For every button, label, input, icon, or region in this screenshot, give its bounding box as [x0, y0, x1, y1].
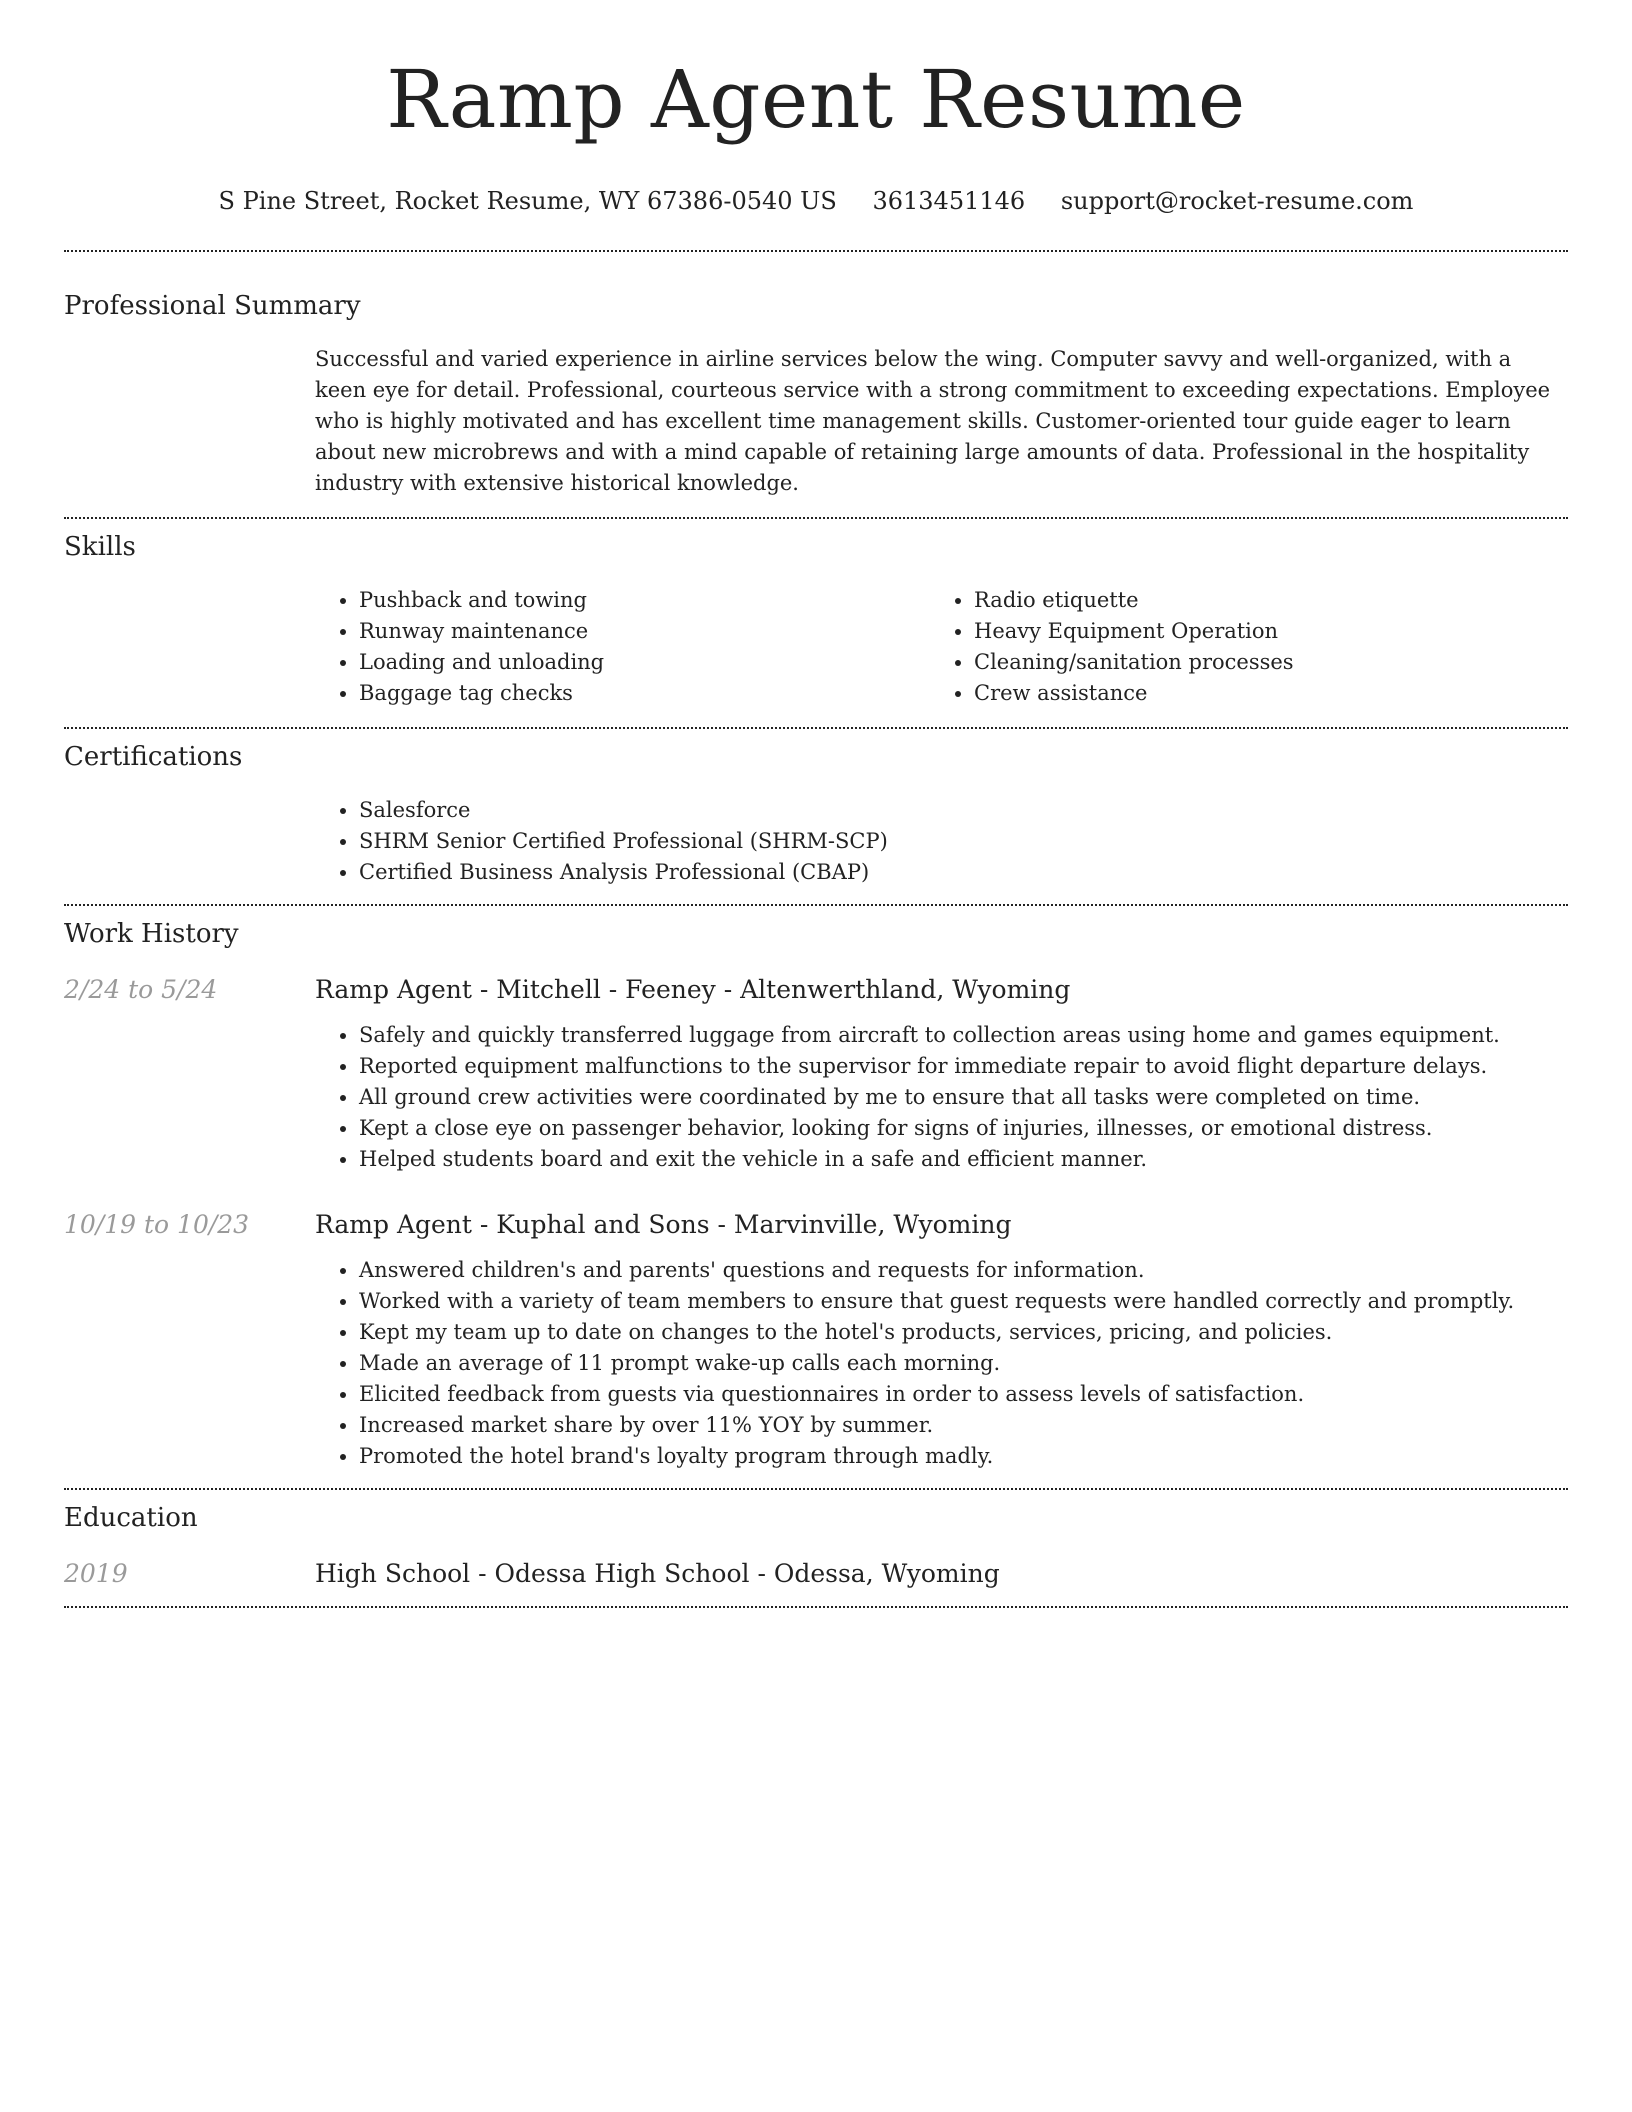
skills-heading: Skills	[64, 532, 136, 562]
job-date: 10/19 to 10/23	[64, 1210, 250, 1239]
certifications-heading: Certifications	[64, 742, 243, 772]
certifications-section	[64, 729, 1568, 888]
job-bullet: • Answered children's and parents' questions and requests for information.	[359, 1255, 1568, 1286]
summary-body	[315, 344, 1568, 499]
skill-item: • Baggage tag checks	[359, 678, 930, 709]
skill-item: • Runway maintenance	[359, 616, 930, 647]
skills-grid	[315, 585, 1568, 709]
skill-item: • Cleaning/sanitation processes	[974, 647, 1568, 678]
resume-title: Ramp Agent Resume	[386, 53, 1246, 146]
contact-phone: 3613451146	[872, 187, 1026, 215]
summary-section	[64, 252, 1568, 499]
contact-email: support@rocket-resume.com	[1060, 187, 1414, 215]
job-body	[315, 1255, 1568, 1472]
certification-item: • Certified Business Analysis Professional (CBAP)	[359, 857, 1568, 888]
certification-item: • SHRM Senior Certified Professional (SHRM-SCP)	[359, 826, 1568, 857]
contact-line	[64, 186, 1568, 216]
job-bullet: • Helped students board and exit the vehicle in a safe and efficient manner.	[359, 1144, 1568, 1175]
summary-text: Successful and varied experience in airline services below the wing. Computer savvy and well-organized, with a keen eye for detail. Professional, courteous service with a strong commitment to exceeding expectations. Employee who is highly motivated and has excellent time management skills. Customer-oriented tour guide eager to learn about new microbrews and with a mind capable of retaining large amounts of data. Professional in the hospitality industry with extensive historical knowledge.	[315, 347, 1551, 495]
job-bullet: • Kept a close eye on passenger behavior, looking for signs of injuries, illnesses, or emotional distress.	[359, 1113, 1568, 1144]
contact-address: S Pine Street, Rocket Resume, WY 67386-0540 US	[218, 187, 837, 215]
certifications-body	[315, 795, 1568, 888]
education-entry	[64, 1558, 1568, 1590]
job-date: 2/24 to 5/24	[64, 975, 218, 1004]
certification-item: • Salesforce	[359, 795, 1568, 826]
skill-item: • Crew assistance	[974, 678, 1568, 709]
job-bullet: • Kept my team up to date on changes to the hotel's products, services, pricing, and policies.	[359, 1317, 1568, 1348]
job-entry	[64, 1209, 1568, 1472]
divider	[64, 1606, 1568, 1608]
skills-list-left	[315, 585, 930, 709]
education-section	[64, 1490, 1568, 1590]
job-bullets	[315, 1255, 1568, 1472]
job-title: Ramp Agent - Mitchell - Feeney - Altenwerthland, Wyoming	[315, 975, 1071, 1004]
job-bullet: • Reported equipment malfunctions to the supervisor for immediate repair to avoid flight departure delays.	[359, 1051, 1568, 1082]
skills-section	[64, 519, 1568, 709]
job-bullet: • All ground crew activities were coordinated by me to ensure that all tasks were completed on time.	[359, 1082, 1568, 1113]
job-bullet: • Safely and quickly transferred luggage from aircraft to collection areas using home and games equipment.	[359, 1020, 1568, 1051]
skill-item: • Radio etiquette	[974, 585, 1568, 616]
skills-list-right	[930, 585, 1568, 709]
job-bullet: • Elicited feedback from guests via questionnaires in order to assess levels of satisfaction.	[359, 1379, 1568, 1410]
skill-item: • Heavy Equipment Operation	[974, 616, 1568, 647]
job-bullet: • Worked with a variety of team members to ensure that guest requests were handled correctly and promptly.	[359, 1286, 1568, 1317]
skill-item: • Pushback and towing	[359, 585, 930, 616]
job-bullet: • Increased market share by over 11% YOY by summer.	[359, 1410, 1568, 1441]
job-header	[64, 1209, 1568, 1241]
skill-item: • Loading and unloading	[359, 647, 930, 678]
work-heading: Work History	[64, 919, 239, 949]
job-header	[64, 974, 1568, 1006]
job-entry	[64, 974, 1568, 1175]
job-title: Ramp Agent - Kuphal and Sons - Marvinville, Wyoming	[315, 1210, 1012, 1239]
job-bullet: • Made an average of 11 prompt wake-up calls each morning.	[359, 1348, 1568, 1379]
job-bullets	[315, 1020, 1568, 1175]
summary-heading: Professional Summary	[64, 291, 361, 321]
education-heading: Education	[64, 1503, 198, 1533]
job-body	[315, 1020, 1568, 1175]
certifications-list	[315, 795, 1568, 888]
job-bullet: • Promoted the hotel brand's loyalty program through madly.	[359, 1441, 1568, 1472]
education-date: 2019	[64, 1559, 128, 1588]
work-section	[64, 906, 1568, 1472]
education-title: High School - Odessa High School - Odessa, Wyoming	[315, 1559, 1000, 1588]
